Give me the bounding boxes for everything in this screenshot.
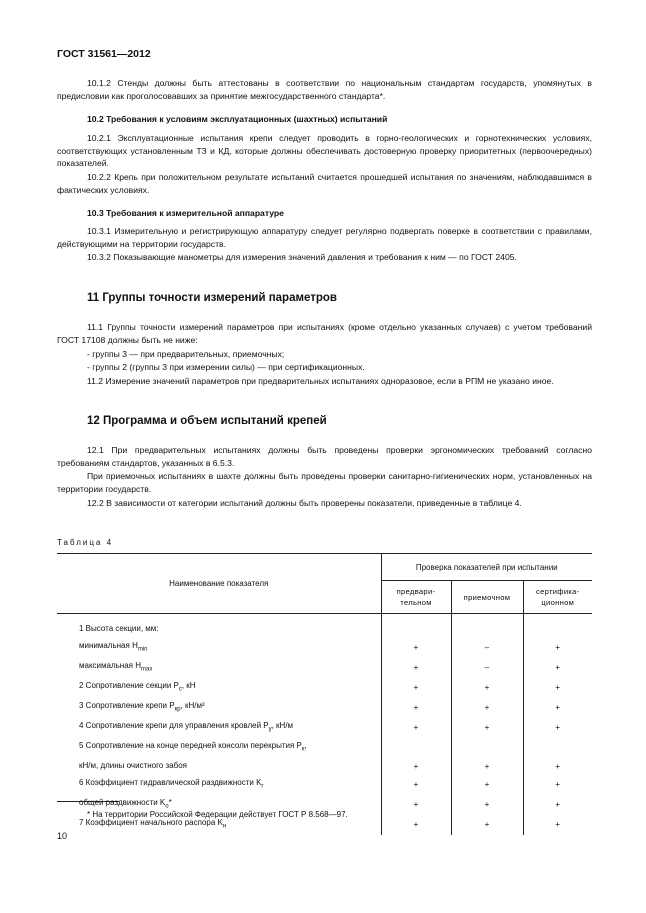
table-cell-cert: +	[555, 723, 561, 733]
table-cell-name	[57, 698, 381, 718]
table-cell-pre: +	[413, 723, 419, 733]
table-cell-cert: +	[555, 683, 561, 693]
table-row	[57, 614, 592, 638]
table-cell-cert: +	[555, 643, 561, 653]
table-cell-acc: +	[451, 815, 523, 835]
table-cell-cert: +	[555, 761, 561, 771]
table-body	[57, 614, 592, 835]
list-item: - группы 3 — при предварительных, приемочных;	[87, 349, 285, 359]
table-cell-pre	[381, 614, 451, 638]
indicator-subscript: н	[222, 823, 227, 830]
table-header-text: сертифика-	[535, 587, 580, 596]
table-cell-name	[57, 718, 381, 738]
table-cell-cert: +	[555, 800, 561, 810]
table-row	[57, 698, 592, 718]
indicator-name: максимальная H	[79, 660, 141, 670]
table-header-acceptance: приемочном	[451, 581, 523, 614]
table-cell-cert: +	[555, 780, 561, 790]
indicator-subscript: кр	[174, 706, 181, 713]
paragraph-10-3-2: 10.3.2 Показывающие манометры для измерения значений давления и требования к ним — по ГОСТ 2405.	[87, 252, 517, 262]
table-cell-pre: +	[413, 683, 419, 693]
indicator-subscript: о	[165, 803, 169, 810]
paragraph-10-2-1: 10.2.1 Эксплуатационные испытания крепи следует проводить в горно-геологических и горнотехнических условиях, соответствующих установленным ТЗ и КД, которые должны обеспечивать достоверную проверку приоритетных (первоочередных) показателей.	[57, 133, 592, 169]
table-cell-name	[57, 638, 381, 658]
indicator-name: 3 Сопротивление крепи P	[79, 700, 175, 710]
indicator-name: 4 Сопротивление крепи для управления кровлей P	[79, 720, 269, 730]
indicator-unit: , кН/м²	[180, 700, 205, 710]
subsection-10-2-heading: 10.2 Требования к условиям эксплуатационных (шахтных) испытаний	[87, 114, 388, 124]
table-header-name: Наименование показателя	[57, 554, 381, 614]
table-header-text: предвари-	[396, 587, 436, 596]
table-cell-acc: +	[451, 795, 523, 815]
indicator-subscript: у	[268, 726, 272, 733]
indicator-name: 6 Коэффициент гидравлической раздвижности K	[79, 777, 262, 787]
table-header-group: Проверка показателей при испытании	[381, 554, 592, 581]
table-caption: Таблица 4	[57, 538, 114, 547]
table-4	[57, 553, 592, 835]
indicator-name: минимальная H	[79, 640, 138, 650]
table-cell-name	[57, 758, 381, 775]
table-row	[57, 758, 592, 775]
indicator-name: 5 Сопротивление на конце передней консоли перекрытия P	[79, 740, 302, 750]
table-cell-pre: +	[413, 800, 419, 810]
section-11-heading: 11 Группы точности измерений параметров	[87, 292, 337, 304]
indicator-unit: *	[168, 797, 172, 807]
paragraph-11-1: 11.1 Группы точности измерений параметров при испытаниях (кроме отдельно указанных случаев) с учетом требований ГОСТ 17108 должны быть не ниже:	[57, 322, 592, 345]
table-cell-pre: +	[413, 761, 419, 771]
table-row	[57, 658, 592, 678]
paragraph-12-1: 12.1 При предварительных испытаниях должны быть проведены проверки эргономических требований согласно требованиям стандартов, указанных в 6.5.3.	[57, 445, 592, 468]
table-cell-cert	[523, 614, 592, 638]
table-cell-name	[57, 775, 381, 795]
indicator-name: 1 Высота секции, мм:	[79, 624, 159, 633]
indicator-subscript: г	[261, 783, 264, 790]
table-cell-acc: –	[451, 638, 523, 658]
table-cell-cert	[523, 738, 592, 758]
table-cell-acc	[451, 614, 523, 638]
table-cell-acc: +	[451, 718, 523, 738]
indicator-subscript: max	[141, 666, 153, 673]
table-cell-name	[57, 678, 381, 698]
table-cell-cert: +	[555, 663, 561, 673]
table-cell-pre: +	[413, 780, 419, 790]
document-header: ГОСТ 31561—2012	[57, 48, 151, 60]
table-row	[57, 718, 592, 738]
paragraph-10-1-2: 10.1.2 Стенды должны быть аттестованы в соответствии по национальным стандартам государств, упомянутых в предисловии как проголосовавших за принятие межгосударственного стандарта*.	[57, 78, 592, 101]
table-cell-name	[57, 614, 381, 638]
table-header-preliminary	[381, 581, 451, 614]
table-row	[57, 738, 592, 758]
table-cell-pre: +	[413, 663, 419, 673]
table-row	[57, 775, 592, 795]
table-cell-cert: +	[555, 820, 561, 830]
page-number: 10	[57, 831, 68, 841]
table-cell-acc: +	[451, 698, 523, 718]
table-header-text: ционном	[541, 598, 575, 607]
indicator-name: 7 Коэффициент начального распора K	[79, 817, 223, 827]
subsection-10-3-heading: 10.3 Требования к измерительной аппаратуре	[87, 208, 284, 218]
indicator-subscript: с	[178, 686, 182, 693]
paragraph-10-3-1: 10.3.1 Измерительную и регистрирующую аппаратуру следует регулярно подвергать поверке в соответствии с правилами, действующими на территории государств.	[57, 226, 592, 249]
indicator-unit: , кН	[181, 680, 196, 690]
indicator-subscript: к	[301, 746, 305, 753]
table-cell-pre	[381, 738, 451, 758]
table-cell-acc	[451, 738, 523, 758]
table-header-text: тельном	[400, 598, 432, 607]
section-12-heading: 12 Программа и объем испытаний крепей	[87, 415, 327, 427]
footnote-divider	[57, 801, 119, 802]
list-item: - группы 2 (группы 3 при измерении силы) — при сертификационных.	[87, 362, 365, 372]
indicator-name: кН/м, длины очистного забоя	[79, 761, 187, 771]
table-cell-name	[57, 738, 381, 758]
table-cell-cert: +	[555, 703, 561, 713]
table-cell-acc: +	[451, 678, 523, 698]
table-cell-pre: +	[413, 703, 419, 713]
indicator-subscript: min	[137, 646, 148, 653]
indicator-unit: , кН/м	[271, 720, 294, 730]
table-cell-acc: +	[451, 775, 523, 795]
indicator-name: общей раздвижности K	[79, 797, 166, 807]
indicator-name: 2 Сопротивление секции P	[79, 680, 179, 690]
indicator-unit: ,	[304, 740, 307, 750]
table-cell-name	[57, 658, 381, 678]
paragraph-10-2-2: 10.2.2 Крепь при положительном результате испытаний считается прошедшей испытания по значениям, наблюдавшимся в фактических условиях.	[57, 172, 592, 195]
paragraph-12-1-cont: При приемочных испытаниях в шахте должны быть проведены проверки санитарно-гигиенических норм, установленных на территории государств.	[57, 471, 592, 494]
footnote: * На территории Российской Федерации действует ГОСТ Р 8.568—97.	[87, 810, 348, 819]
table-header-certification	[523, 581, 592, 614]
table-row	[57, 638, 592, 658]
paragraph-12-2: 12.2 В зависимости от категории испытаний должны быть проверены показатели, приведенные в таблице 4.	[87, 498, 522, 508]
table-cell-acc: –	[451, 658, 523, 678]
table-cell-pre: +	[413, 820, 419, 830]
table-row	[57, 678, 592, 698]
table-cell-acc: +	[451, 758, 523, 775]
table-cell-pre: +	[413, 643, 419, 653]
paragraph-11-2: 11.2 Измерение значений параметров при предварительных испытаниях одноразовое, если в РПМ не указано иное.	[87, 376, 554, 386]
